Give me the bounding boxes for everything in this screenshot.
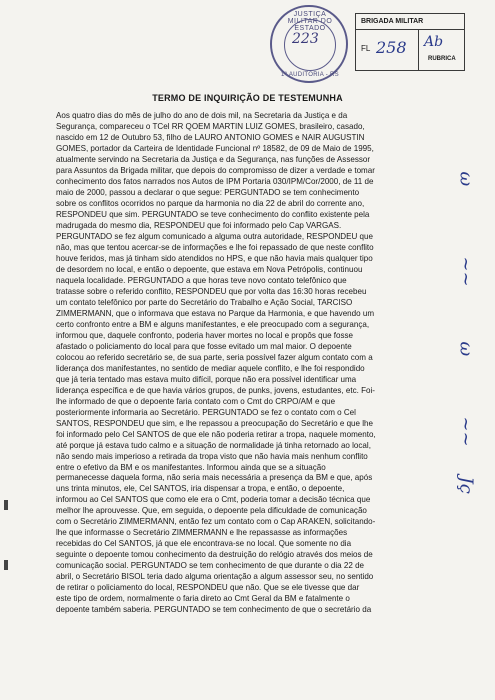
- stamp-rubrica-label: RUBRICA: [428, 56, 456, 62]
- stamp-divider: [418, 30, 419, 70]
- stamp-fl-label: FL: [361, 44, 371, 53]
- seal-top-text: JUSTIÇA MILITAR DO ESTADO: [287, 11, 333, 32]
- page-stamp: [355, 13, 465, 71]
- margin-signature-5: Jç: [455, 476, 477, 494]
- stamp-page-number: 258: [376, 38, 407, 57]
- seal-scribble: 223: [292, 31, 319, 47]
- stamp-title: BRIGADA MILITAR: [356, 14, 464, 30]
- margin-signature-3: ω: [455, 341, 477, 357]
- margin-signature-2: ~~: [455, 256, 477, 287]
- stamp-signature: Ab: [424, 34, 444, 50]
- margin-signature-4: ~~: [455, 416, 477, 447]
- document-title: TERMO DE INQUIRIÇÃO DE TESTEMUNHA: [152, 93, 343, 103]
- binder-hole-mark: [4, 560, 8, 570]
- seal-bottom-text: 1ª AUDITORIA - RS: [281, 72, 339, 78]
- margin-signature-1: ω: [455, 171, 477, 187]
- court-seal: [270, 5, 348, 83]
- binder-hole-mark: [4, 500, 8, 510]
- document-body: Aos quatro dias do mês de julho do ano de dois mil, na Secretaria da Justiça e da Segurança, compareceu o TCel RR QOEM MARTIN LUIZ GOMES, brasileiro, casado, nascido em 12 de Outubro 53, filho de LAURO ANTONIO GOMES e NAIR AUGUSTIN GOMES, portador da Carteira de Identidade Funcional nº 18582, de 09 de Maio de 1995, atualmente servindo na Secretaria da Justiça e da Segurança, nas funções de Assessor para Assuntos da Brigada militar, que depois do compromisso de dizer a verdade e tomar conhecimento dos fatos narrados nos Autos de IPM Portaria 030/IPM/Cor/2000, de 11 de maio de 2000, passou a declarar o que segue: PERGUNTADO se tem conhecimento sobre os conflitos ocorridos no parque da harmonia no dia 22 de abril do corrente ano, RESPONDEU que sim. PERGUNTADO se teve conhecimento do conflito existente pela madrugada do mesmo dia, RESPONDEU que foi informado pelo Cap VARGAS. PERGUNTADO se fez algum comunicado a alguma outra autoridade, RESPONDEU que não, mas que tentou acercar-se de informações e lhe foi repassado de que neste conflito houve feridos, mas já tinham sido atendidos no HPS, e que não havia mais qualquer tipo de desordem no local, e então o depoente, que estava em Nova Petrópolis, continuou naquela localidade. PERGUNTADO a que horas teve novo contato telefônico que tratasse sobre o referido conflito, RESPONDEU que por volta das 16:30 horas recebeu um contato telefônico por parte do Secretário do Trabalho e Ação Social, TARCISO ZIMMERMANN, que o informava que estava no Parque da Harmonia, e que havendo um certo confronto entre a BM e alguns manifestantes, e ele preocupado com a segurança, informou que, daquele confronto, poderia haver mortes no local e propôs que fosse afastado o policiamento do local para que fosse evitado um mal maior. O depoente colocou ao referido secretário se, de sua parte, seria possível fazer algum contato com a liderança dos manifestantes, no sentido de mediar aquele conflito, e lhe foi respondido que já teria tentado mas estava muito difícil, porque não era possível identificar uma liderança específica e de que havia vários grupos, de punks, jovens, estudantes, etc. Foi- lhe informado de que o depoente faria contato com o Cmt do CRPO/AM e que posteriormente informaria ao Secretário. PERGUNTADO se fez o contato com o Cel SANTOS, RESPONDEU que sim, e lhe repassou a preocupação do Secretário e que lhe foi informado pelo Cel SANTOS de que ele não poderia retirar a tropa, naquele momento, até porque já estava tudo calmo e a situação de normalidade já tinha retornado ao local, não sendo mais imperioso a retirada da tropa visto que não havia mais nenhum conflito entre o efetivo da BM e os manifestantes. Informou ainda que se a situação permanecesse daquela forma, não seria mais necessária a presença da BM e que, após uns trinta minutos, ele, Cel SANTOS, iria dispensar a tropa, e então, o depoente, informou ao Cel SANTOS que como ele era o Cmt, poderia tomar a decisão técnica que melhor lhe aprouvesse. Que, em seguida, o depoente pela dificuldade de comunicação com o Secretário ZIMMERMANN, então fez um contato com o Cap ARAKEN, solicitando- lhe que informasse o Secretário ZIMMERMANN e lhe repassasse as informações recebidas do Cel SANTOS, já que ele encontrava-se no local. Que somente no dia seguinte o depoente tomou conhecimento da destruição do relógio através dos meios de comunicação social. PERGUNTADO se tem conhecimento de que durante o dia 22 de abril, o Secretário BISOL teria dado alguma orientação a algum assessor seu, no sentido de retirar o policiamento do local, RESPONDEU que não. Que se ele tivesse que dar este tipo de ordem, normalmente o faria direto ao Cmt Geral da BM e fatalmente o depoente também saberia. PERGUNTADO se tem conhecimento de que o secretário da: [56, 111, 376, 615]
